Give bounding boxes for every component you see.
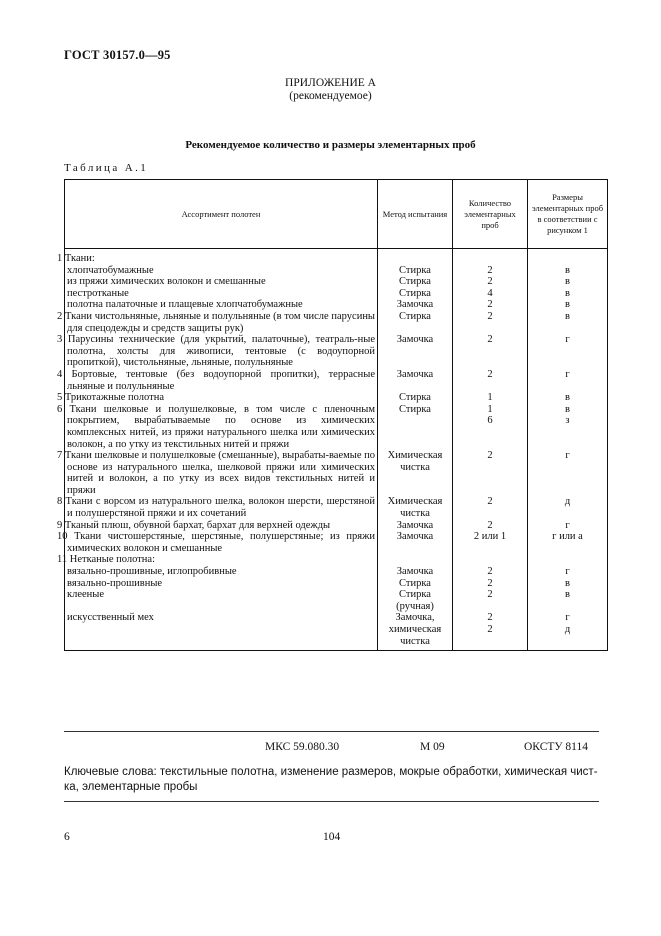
table-row — [65, 249, 608, 265]
row-method: Замочка — [378, 531, 453, 554]
m-code: М 09 — [420, 741, 445, 753]
row-method: Замочка — [378, 520, 453, 532]
row-assortment: 4 Бортовые, тентовые (без водоупорной пропитки), террасные льняные и полульняные — [65, 369, 378, 392]
row-method: Стирка — [378, 276, 453, 288]
row-assortment: 10 Ткани чистошерстяные, шерстяные, полушерстяные; из пряжи химических волокон и смешанные — [65, 531, 378, 554]
row-size: в з — [528, 404, 608, 450]
document-title: Рекомендуемое количество и размеры элементарных проб — [185, 139, 476, 151]
row-size: в — [528, 578, 608, 590]
row-count: 2 — [453, 566, 528, 578]
table-row — [65, 612, 608, 650]
row-size: в — [528, 276, 608, 288]
appendix-title: ПРИЛОЖЕНИЕ А — [285, 77, 376, 89]
row-method — [378, 249, 453, 265]
table-row — [65, 566, 608, 578]
row-size: в — [528, 299, 608, 311]
row-count: 2 — [453, 578, 528, 590]
row-assortment: полотна палаточные и плащевые хлопчатобумажные — [65, 299, 378, 311]
row-count: 1 6 — [453, 404, 528, 450]
table-row — [65, 404, 608, 450]
appendix-subtitle: (рекомендуемое) — [289, 90, 372, 102]
appendix-heading — [0, 77, 661, 103]
row-method: Химическая чистка — [378, 496, 453, 519]
row-method: Стирка — [378, 288, 453, 300]
row-count: 2 — [453, 299, 528, 311]
row-assortment: 7 Ткани шелковые и полушелковые (смешанные), вырабаты-ваемые по основе из натурального шелка, шелковой пряжи или химических нитей и волокон, а по утку из всех видов текстильных нитей и пряжи — [65, 450, 378, 496]
row-assortment: 6 Ткани шелковые и полушелковые, в том числе с пленочным покрытием, вырабатываемые по основе из химических комплексных нитей, из пряжи натурального шелка или химических волокон, а по утку из текстильных нитей и пряжи — [65, 404, 378, 450]
document-code: ГОСТ 30157.0—95 — [64, 48, 171, 62]
row-count — [453, 554, 528, 566]
table-row — [65, 276, 608, 288]
row-size: д — [528, 496, 608, 519]
table-row — [65, 299, 608, 311]
table-row — [65, 531, 608, 554]
row-count: 2 — [453, 450, 528, 496]
row-method: Замочка — [378, 299, 453, 311]
row-assortment: из пряжи химических волокон и смешанные — [65, 276, 378, 288]
table-row — [65, 334, 608, 369]
table-row — [65, 369, 608, 392]
table-label: Таблица А.1 — [64, 162, 149, 174]
row-count: 2 2 — [453, 612, 528, 650]
row-method: Химическая чистка — [378, 450, 453, 496]
row-size: г — [528, 369, 608, 392]
page-number-center: 104 — [323, 831, 341, 843]
table-row — [65, 520, 608, 532]
table-row — [65, 288, 608, 300]
page-number-left: 6 — [64, 831, 70, 843]
row-assortment: 11 Нетканые полотна: — [65, 554, 378, 566]
footer-rule-top — [64, 731, 599, 732]
row-assortment: 2 Ткани чистольняные, льняные и полульняные (в том числе парусины для спецодежды и средств защиты рук) — [65, 311, 378, 334]
footer-rule-bottom — [64, 801, 599, 802]
row-count: 2 — [453, 520, 528, 532]
row-assortment: клееные — [65, 589, 378, 612]
okstu-code: ОКСТУ 8114 — [524, 741, 588, 753]
header-assortment: Ассортимент полотен — [65, 180, 378, 249]
row-count — [453, 249, 528, 265]
row-method: Замочка — [378, 369, 453, 392]
row-size — [528, 249, 608, 265]
row-size: в — [528, 589, 608, 612]
header-method: Метод испытания — [378, 180, 453, 249]
table-row — [65, 450, 608, 496]
row-assortment: 1 Ткани: — [65, 249, 378, 265]
row-method: Замочка — [378, 566, 453, 578]
row-count: 2 — [453, 265, 528, 277]
row-assortment: искусственный мех — [65, 612, 378, 650]
row-assortment: 5 Трикотажные полотна — [65, 392, 378, 404]
row-assortment: 3 Парусины технические (для укрытий, палаточные), театраль-ные полотна, холсты для живописи, тентовые (с водоупорной пропиткой), чистольняные, льняные, полульняные — [65, 334, 378, 369]
row-method: Замочка — [378, 334, 453, 369]
row-method: Стирка — [378, 311, 453, 334]
row-method: Стирка — [378, 392, 453, 404]
row-size: г — [528, 334, 608, 369]
row-assortment: вязально-прошивные, иглопробивные — [65, 566, 378, 578]
row-count: 2 или 1 — [453, 531, 528, 554]
row-count: 2 — [453, 334, 528, 369]
row-method: Стирка — [378, 578, 453, 590]
row-method: Стирка (ручная) — [378, 589, 453, 612]
row-count: 4 — [453, 288, 528, 300]
keywords: Ключевые слова: текстильные полотна, изменение размеров, мокрые обработки, химическая чист-ка, элементарные пробы — [64, 766, 598, 793]
row-count: 2 — [453, 311, 528, 334]
row-size: г — [528, 450, 608, 496]
row-count: 2 — [453, 496, 528, 519]
row-assortment: 8 Ткани с ворсом из натурального шелка, волокон шерсти, шерстяной и полушерстяной пряжи и их сочетаний — [65, 496, 378, 519]
header-sizes: Размеры элементарных проб в соответствии с рисунком 1 — [528, 180, 608, 249]
row-count: 2 — [453, 589, 528, 612]
row-size: г или а — [528, 531, 608, 554]
row-count: 2 — [453, 276, 528, 288]
row-size: г — [528, 566, 608, 578]
table-row — [65, 589, 608, 612]
header-count: Количество элементарных проб — [453, 180, 528, 249]
row-count: 2 — [453, 369, 528, 392]
samples-table — [57, 179, 608, 651]
table-row — [65, 392, 608, 404]
table-row — [65, 265, 608, 277]
row-size: г д — [528, 612, 608, 650]
row-count: 1 — [453, 392, 528, 404]
row-size — [528, 554, 608, 566]
row-assortment: хлопчатобумажные — [65, 265, 378, 277]
mks-code: МКС 59.080.30 — [265, 741, 340, 753]
row-assortment: пестротканые — [65, 288, 378, 300]
row-method — [378, 554, 453, 566]
row-method: Замочка, химическая чистка — [378, 612, 453, 650]
row-assortment: 9 Тканый плюш, обувной бархат, бархат для верхней одежды — [65, 520, 378, 532]
table-row — [65, 496, 608, 519]
row-size: в — [528, 392, 608, 404]
row-assortment: вязально-прошивные — [65, 578, 378, 590]
row-method: Стирка — [378, 265, 453, 277]
row-size: в — [528, 265, 608, 277]
table-row — [65, 311, 608, 334]
table-row — [65, 554, 608, 566]
row-method: Стирка — [378, 404, 453, 450]
row-size: г — [528, 520, 608, 532]
table-row — [65, 578, 608, 590]
row-size: в — [528, 288, 608, 300]
row-size: в — [528, 311, 608, 334]
